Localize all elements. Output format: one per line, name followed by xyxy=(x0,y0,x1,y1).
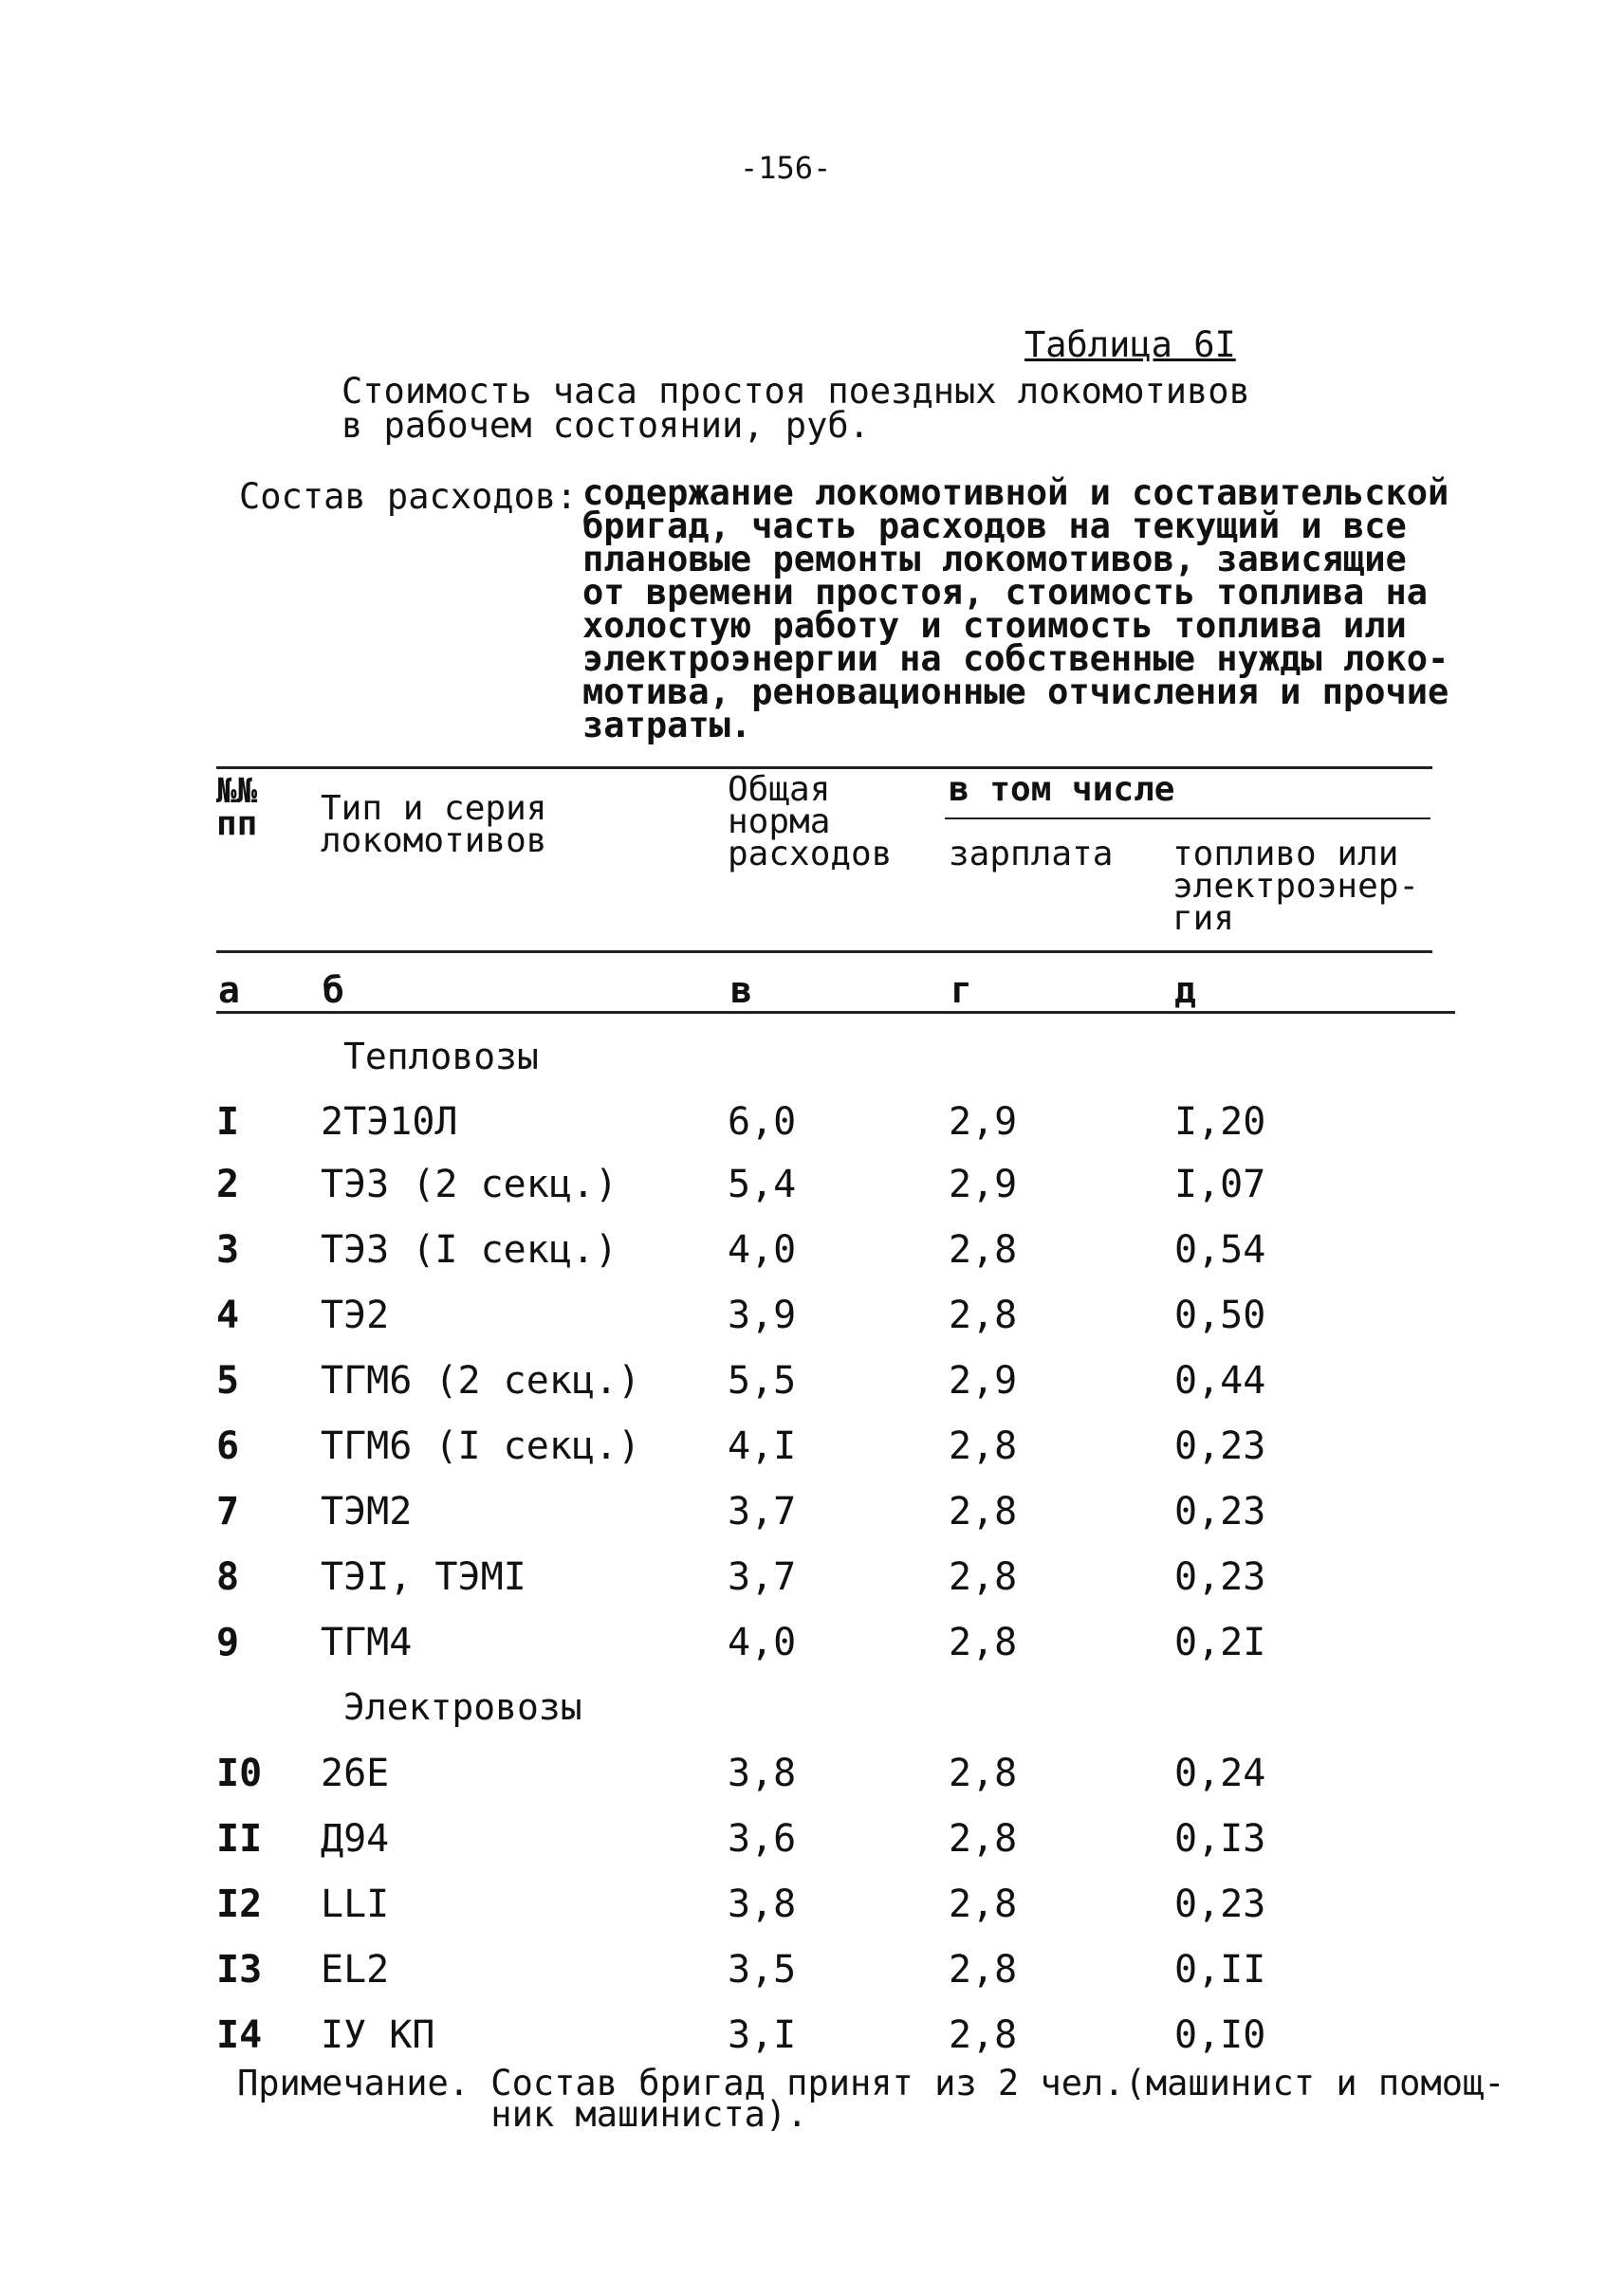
row-total: 4,0 xyxy=(728,1621,797,1664)
row-fuel: 0,23 xyxy=(1174,1883,1266,1926)
row-total: 3,I xyxy=(728,2013,797,2057)
composition-label: Состав расходов: xyxy=(239,476,578,517)
row-wage: 2,8 xyxy=(949,1621,1018,1664)
row-total: 3,7 xyxy=(728,1555,797,1599)
row-wage: 2,8 xyxy=(949,1294,1018,1337)
row-wage: 2,8 xyxy=(949,1228,1018,1272)
row-total: 5,4 xyxy=(728,1163,797,1206)
table-row xyxy=(0,1752,1624,1814)
row-num: 8 xyxy=(216,1555,240,1599)
row-num: 9 xyxy=(216,1621,240,1664)
row-fuel: 0,23 xyxy=(1174,1490,1266,1534)
row-wage: 2,8 xyxy=(949,1817,1018,1861)
row-total: 3,8 xyxy=(728,1752,797,1795)
table-row xyxy=(0,1100,1624,1163)
row-type: ТЭ2 xyxy=(321,1294,390,1337)
header-bottom-rule xyxy=(216,950,1432,953)
row-total: 3,8 xyxy=(728,1883,797,1926)
row-total: 3,5 xyxy=(728,1948,797,1992)
header-total: Общая норма расходов xyxy=(728,770,893,873)
column-letter-b: б xyxy=(323,969,344,1011)
row-total: 5,5 xyxy=(728,1359,797,1403)
row-num: 3 xyxy=(216,1228,240,1272)
row-wage: 2,8 xyxy=(949,1883,1018,1926)
table-row xyxy=(0,1359,1624,1422)
row-total: 3,9 xyxy=(728,1294,797,1337)
row-fuel: 0,50 xyxy=(1174,1294,1266,1337)
row-fuel: 0,54 xyxy=(1174,1228,1266,1272)
table-row xyxy=(0,1555,1624,1618)
column-letter-a: а xyxy=(218,969,240,1011)
page-number: -156- xyxy=(740,150,832,186)
table-row xyxy=(0,1621,1624,1683)
row-fuel: 0,23 xyxy=(1174,1555,1266,1599)
row-fuel: 0,2I xyxy=(1174,1621,1266,1664)
group-title-electric: Электровозы xyxy=(343,1686,582,1728)
row-type: EL2 xyxy=(321,1948,390,1992)
row-type: ТЭМ2 xyxy=(321,1490,413,1534)
letters-bottom-rule xyxy=(216,1011,1455,1014)
row-num: 4 xyxy=(216,1294,240,1337)
row-type: ТЭ3 (I секц.) xyxy=(321,1228,618,1272)
table-top-rule xyxy=(216,766,1432,769)
row-fuel: 0,23 xyxy=(1174,1424,1266,1468)
header-wage: зарплата xyxy=(949,835,1114,873)
row-type: 2ТЭ10Л xyxy=(321,1100,458,1144)
row-wage: 2,9 xyxy=(949,1359,1018,1403)
row-num: 6 xyxy=(216,1424,240,1468)
composition-text: содержание локомотивной и составительской бригад, часть расходов на текущий и все плановые ремонты локомотивов, зависящие от времени простоя, стоимость топлива на холостую работу и стоимость топлива или электроэнергии на собственные нужды локо- мотива, реновационные отчисления и прочие затраты. xyxy=(582,472,1449,745)
header-type: Тип и серия локомотивов xyxy=(321,789,547,860)
table-row xyxy=(0,1228,1624,1291)
table-row xyxy=(0,1883,1624,1945)
row-num: I3 xyxy=(216,1948,263,1992)
table-caption: Стоимость часа простоя поездных локомотивов в рабочем состоянии, руб. xyxy=(341,371,1250,446)
row-wage: 2,8 xyxy=(949,1948,1018,1992)
row-wage: 2,8 xyxy=(949,1555,1018,1599)
row-type: LLI xyxy=(321,1883,390,1926)
header-fuel: топливо или электроэнер- гия xyxy=(1172,835,1420,938)
header-num: №№ пп xyxy=(216,772,258,843)
row-wage: 2,8 xyxy=(949,1490,1018,1534)
table-row xyxy=(0,1490,1624,1552)
column-letter-g: г xyxy=(950,969,972,1011)
table-row xyxy=(0,1294,1624,1356)
row-fuel: 0,44 xyxy=(1174,1359,1266,1403)
row-type: ТЭ3 (2 секц.) xyxy=(321,1163,618,1206)
row-wage: 2,9 xyxy=(949,1163,1018,1206)
table-row xyxy=(0,1948,1624,2011)
table-row xyxy=(0,1424,1624,1487)
row-type: ТГМ4 xyxy=(321,1621,413,1664)
row-type: Д94 xyxy=(321,1817,390,1861)
row-total: 4,I xyxy=(728,1424,797,1468)
row-fuel: 0,24 xyxy=(1174,1752,1266,1795)
row-fuel: I,07 xyxy=(1174,1163,1266,1206)
row-type: IУ КП xyxy=(321,2013,435,2057)
row-wage: 2,9 xyxy=(949,1100,1018,1144)
row-total: 3,6 xyxy=(728,1817,797,1861)
row-fuel: I,20 xyxy=(1174,1100,1266,1144)
footnote: Примечание. Состав бригад принят из 2 чел.(машинист и помощ- ник машиниста). xyxy=(237,2063,1505,2135)
including-subrule xyxy=(945,817,1430,819)
row-num: I2 xyxy=(216,1883,263,1926)
column-letter-v: в xyxy=(730,969,752,1011)
table-number: Таблица 6I xyxy=(1024,324,1236,365)
row-total: 3,7 xyxy=(728,1490,797,1534)
column-letter-d: д xyxy=(1174,969,1196,1011)
row-num: 7 xyxy=(216,1490,240,1534)
row-wage: 2,8 xyxy=(949,1752,1018,1795)
table-row xyxy=(0,1163,1624,1225)
row-num: I xyxy=(216,1100,240,1144)
table-row xyxy=(0,1817,1624,1880)
row-fuel: 0,I0 xyxy=(1174,2013,1266,2057)
row-num: I4 xyxy=(216,2013,263,2057)
row-type: ТЭI, ТЭМI xyxy=(321,1555,526,1599)
row-num: 5 xyxy=(216,1359,240,1403)
row-wage: 2,8 xyxy=(949,1424,1018,1468)
row-num: 2 xyxy=(216,1163,240,1206)
group-title-diesel: Тепловозы xyxy=(343,1036,539,1077)
row-num: II xyxy=(216,1817,263,1861)
row-fuel: 0,II xyxy=(1174,1948,1266,1992)
row-type: ТГМ6 (2 секц.) xyxy=(321,1359,641,1403)
header-including: в том числе xyxy=(949,770,1175,809)
row-type: 26Е xyxy=(321,1752,390,1795)
row-total: 4,0 xyxy=(728,1228,797,1272)
row-wage: 2,8 xyxy=(949,2013,1018,2057)
row-num: I0 xyxy=(216,1752,263,1795)
row-fuel: 0,I3 xyxy=(1174,1817,1266,1861)
row-total: 6,0 xyxy=(728,1100,797,1144)
row-type: ТГМ6 (I секц.) xyxy=(321,1424,641,1468)
